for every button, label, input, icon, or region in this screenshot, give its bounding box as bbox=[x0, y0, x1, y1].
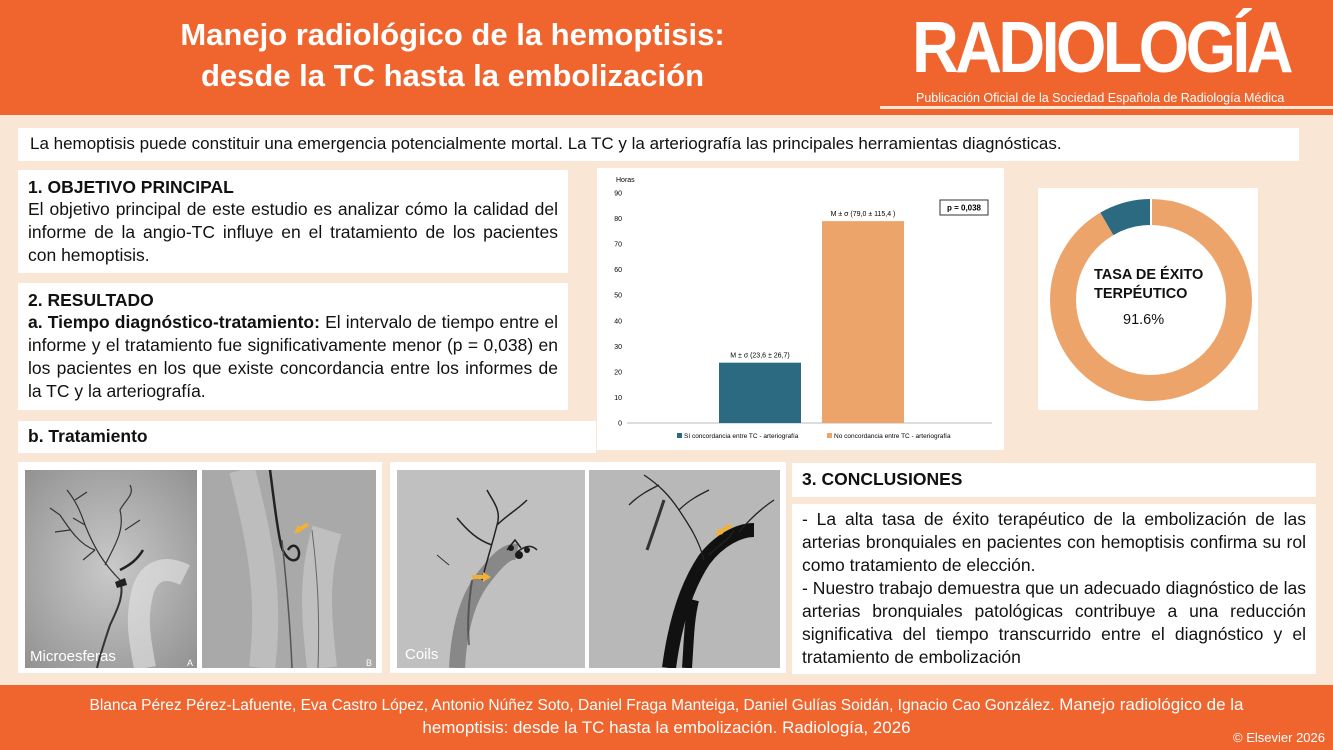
angiography-image-c bbox=[397, 470, 585, 668]
donut-value: 91.6% bbox=[1123, 312, 1165, 328]
bar-1 bbox=[719, 363, 801, 423]
title-line-1: Manejo radiológico de la hemoptisis: bbox=[180, 17, 725, 52]
legend-entry: No concordancia entre TC - arteriografía bbox=[834, 433, 951, 440]
page-title bbox=[80, 14, 825, 96]
y-tick-label: 20 bbox=[614, 369, 622, 377]
header-divider bbox=[880, 106, 1333, 109]
legend-swatch bbox=[677, 433, 682, 438]
y-tick-label: 70 bbox=[614, 241, 622, 249]
conclusions-title: 3. CONCLUSIONES bbox=[792, 463, 1316, 497]
legend-swatch bbox=[827, 433, 832, 438]
microesferas-figure bbox=[18, 462, 382, 673]
image-letter-b: B bbox=[366, 658, 373, 668]
legend-entry: Sí concordancia entre TC - arteriografía bbox=[684, 433, 799, 440]
angiography-image-a bbox=[25, 470, 197, 668]
header-banner bbox=[0, 0, 1333, 115]
arrow-icon bbox=[397, 470, 585, 668]
result-section bbox=[18, 283, 568, 410]
copyright: © Elsevier 2026 bbox=[1233, 730, 1325, 745]
footer-banner bbox=[0, 685, 1333, 750]
angiography-image-d bbox=[589, 470, 780, 668]
y-tick-label: 30 bbox=[614, 343, 622, 351]
treatment-title: b. Tratamiento bbox=[18, 421, 596, 453]
conclusion-item-1: - La alta tasa de éxito terapéutico de la embolización de las arterias bronquiales en pacientes con hemoptisis confirma su rol como tratamiento de elección. bbox=[802, 509, 1306, 575]
conclusion-item-2: - Nuestro trabajo demuestra que un adecuado diagnóstico de las arterias bronquiales patológicas contribuye a una reducción significativa del tiempo transcurrido entre el diagnóstico y el tratamiento de embolización bbox=[802, 578, 1306, 667]
intro-box: La hemoptisis puede constituir una emergencia potencialmente mortal. La TC y la arteriografía las principales herramientas diagnósticas. bbox=[18, 128, 1299, 161]
donut-title-line-2: TERPÉUTICO bbox=[1094, 286, 1188, 302]
objective-section bbox=[18, 170, 568, 273]
y-tick-label: 40 bbox=[614, 318, 622, 326]
journal-subtitle: Publicación Oficial de la Sociedad Española de Radiología Médica bbox=[916, 91, 1285, 105]
bar-data-label: M ± σ (79,0 ± 115,4 ) bbox=[830, 211, 896, 219]
y-tick-label: 60 bbox=[614, 267, 622, 275]
y-axis-label: Horas bbox=[616, 177, 635, 184]
bar-chart bbox=[597, 168, 1004, 450]
angiography-a-graphic bbox=[25, 470, 197, 668]
bar-2 bbox=[822, 221, 904, 423]
image-letter-a: A bbox=[187, 658, 194, 668]
donut-title-line-1: TASA DE ÉXITO bbox=[1094, 267, 1204, 283]
caption-microesferas: Microesferas bbox=[30, 648, 116, 665]
angiography-image-b bbox=[202, 470, 376, 668]
y-tick-label: 50 bbox=[614, 292, 622, 300]
donut-chart bbox=[1038, 188, 1258, 410]
p-value-annotation: p = 0,038 bbox=[946, 203, 982, 213]
y-tick-label: 90 bbox=[614, 190, 622, 198]
bar-chart-svg bbox=[597, 168, 1004, 450]
title-line-2: desde la TC hasta la embolización bbox=[200, 58, 705, 93]
objective-title: 1. OBJETIVO PRINCIPAL bbox=[28, 177, 234, 197]
citation bbox=[20, 694, 1313, 740]
result-sub-a-title: a. Tiempo diagnóstico-tratamiento: bbox=[28, 312, 320, 332]
arrow-icon bbox=[589, 470, 780, 668]
result-text bbox=[28, 311, 558, 403]
result-sub-a-text: El intervalo de tiempo entre el informe y el tratamiento fue significativamente menor (p = 0,038) en los pacientes en los que existe concordancia entre los informes de la TC y la arteriografía. bbox=[28, 312, 558, 401]
citation-reference-2: hemoptisis: desde la TC hasta la embolización. Radiología, 2026 bbox=[422, 718, 911, 737]
caption-coils: Coils bbox=[405, 646, 439, 663]
y-tick-label: 10 bbox=[614, 394, 622, 402]
arrow-icon bbox=[202, 470, 376, 668]
conclusions-body bbox=[792, 504, 1316, 674]
coils-figure bbox=[390, 462, 786, 673]
journal-logo: RADIOLOGÍA bbox=[912, 8, 1290, 88]
donut-title bbox=[1094, 266, 1203, 304]
y-tick-label: 80 bbox=[614, 216, 622, 224]
citation-authors: Blanca Pérez Pérez-Lafuente, Eva Castro López, Antonio Núñez Soto, Daniel Fraga Manteiga, Daniel Gulías Soidán, Ignacio Cao González. bbox=[89, 697, 1055, 714]
bar-data-label: M ± σ (23,6 ± 26,7) bbox=[730, 352, 790, 360]
y-tick-label: 0 bbox=[618, 420, 622, 428]
result-title: 2. RESULTADO bbox=[28, 290, 154, 310]
citation-reference-1: Manejo radiológico de la bbox=[1054, 695, 1244, 714]
objective-text: El objetivo principal de este estudio es analizar cómo la calidad del informe de la angio-TC influye en el tratamiento de los pacientes con hemoptisis. bbox=[28, 199, 558, 265]
